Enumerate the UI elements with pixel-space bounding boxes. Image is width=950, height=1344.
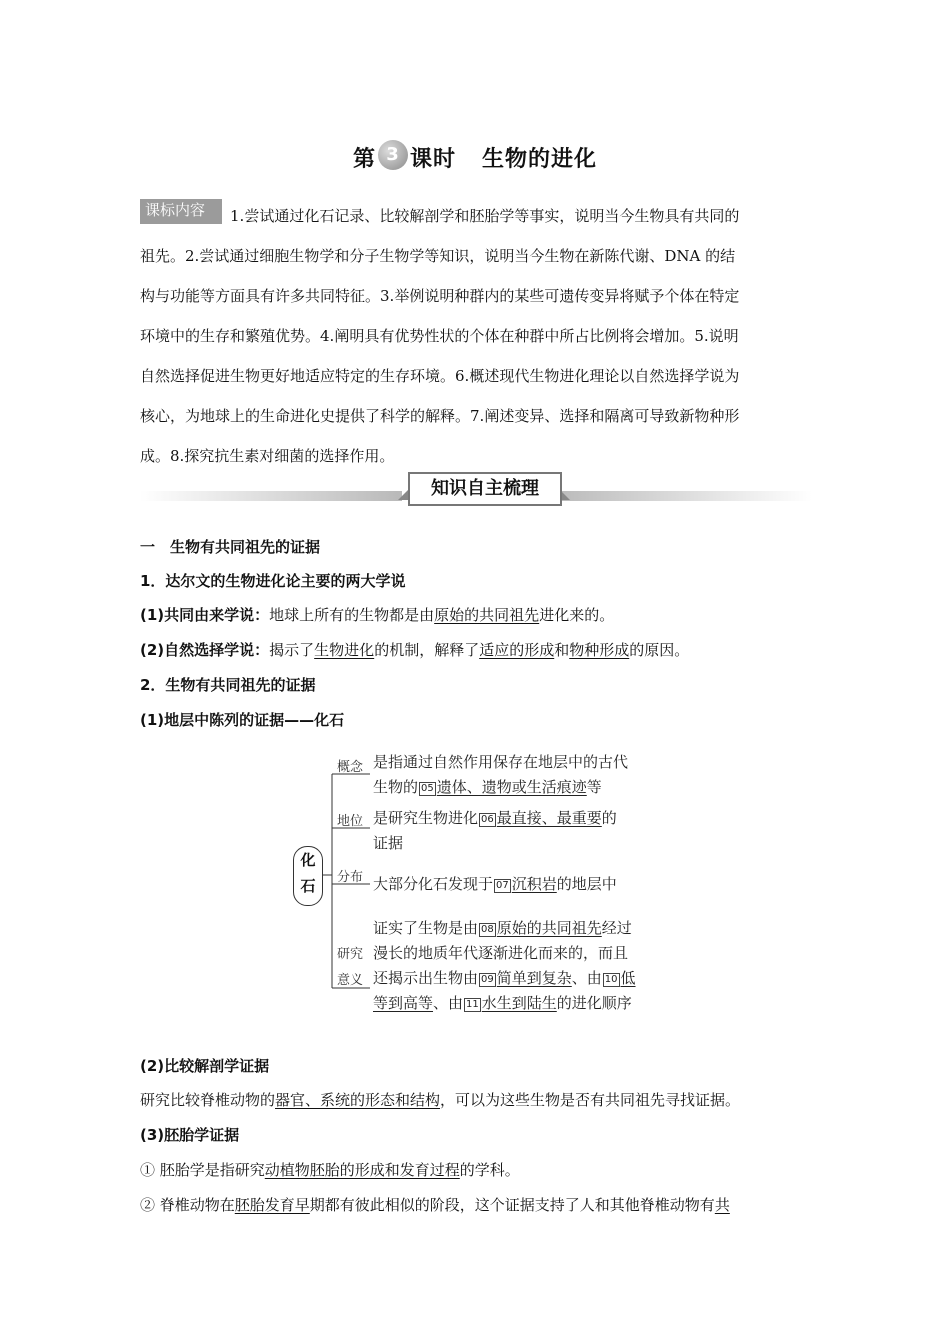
standards-block xyxy=(140,196,812,476)
paragraph-comparative-anatomy: 研究比较脊椎动物的器官、系统的形态和结构，可以为这些生物是否有共同祖先寻找证据。 xyxy=(140,1091,741,1109)
concept-label: 概念 xyxy=(337,760,364,775)
concept-text: 是指通过自然作用保存在地层中的古代 生物的 05 遗体、遗物或生活痕迹等 xyxy=(373,753,629,796)
paragraph-common-descent: (1)共同由来学说：地球上所有的生物都是由原始的共同祖先进化来的。 xyxy=(140,606,615,624)
blank-number: 10 xyxy=(604,974,618,985)
standards-tag: 课标内容 xyxy=(140,199,222,224)
blank-answer: 最直接、最重要 xyxy=(496,809,602,827)
significance-text: 证实了生物是由 08 原始的共同祖先经过 漫长的地质年代逐渐进化而来的，而且 还揭示出生物由 09 简单到复杂、由 10 低 等到高等、由 11 水生到陆生的进化顺序 xyxy=(373,919,636,1012)
blank-answer: 物种形成 xyxy=(569,641,630,659)
lesson-number-badge: 3 xyxy=(378,140,408,170)
blank-number: 09 xyxy=(481,974,494,985)
blank-answer: 原始的共同祖先 xyxy=(434,606,540,624)
blank-number: 06 xyxy=(481,814,494,825)
blank-number: 11 xyxy=(466,999,479,1010)
blank-answer: 等到高等 xyxy=(373,994,434,1012)
standards-line-6: 核心，为地球上的生命进化史提供了科学的解释。7.阐述变异、选择和隔离可导致新物种形 xyxy=(140,407,740,425)
banner-left-triangle xyxy=(398,490,408,500)
banner-left-bar xyxy=(140,491,402,501)
blank-number: 05 xyxy=(421,783,434,794)
fossil-diagram xyxy=(290,740,670,1020)
distribution-text: 大部分化石发现于 07 沉积岩的地层中 xyxy=(373,875,617,893)
blank-answer: 共 xyxy=(714,1196,730,1214)
blank-answer: 原始的共同祖先 xyxy=(496,919,602,937)
item1-heading: 1．达尔文的生物进化论主要的两大学说 xyxy=(140,572,406,590)
standards-line-3: 构与功能等方面具有许多共同特征。3.举例说明种群内的某些可遗传变异将赋予个体在特定 xyxy=(140,287,740,305)
standards-line-7: 成。8.探究抗生素对细菌的选择作用。 xyxy=(140,447,395,465)
blank-answer: 生物进化 xyxy=(314,641,375,659)
standards-line-5: 自然选择促进生物更好地适应特定的生存环境。6.概述现代生物进化理论以自然选择学说为 xyxy=(140,367,740,385)
sub1-heading: (1)地层中陈列的证据——化石 xyxy=(140,711,345,729)
paragraph-natural-selection: (2)自然选择学说：揭示了生物进化的机制，解释了适应的形成和物种形成的原因。 xyxy=(140,641,690,659)
status-text: 是研究生物进化 06 最直接、最重要的 证据 xyxy=(373,809,617,852)
blank-answer: 适应的形成 xyxy=(479,641,555,659)
blank-answer: 简单到复杂 xyxy=(496,969,572,987)
title-prefix: 第 xyxy=(352,147,376,172)
section-heading: 一 生物有共同祖先的证据 xyxy=(140,538,321,556)
blank-number: 07 xyxy=(496,880,509,891)
standards-line-2: 祖先。2.尝试通过细胞生物学和分子生物学等知识，说明当今生物在新陈代谢、DNA 的结 xyxy=(140,247,736,265)
status-label: 地位 xyxy=(337,814,364,829)
blank-answer: 低 xyxy=(620,969,636,987)
paragraph-embryology-evidence: ② 脊椎动物在胚胎发育早期都有彼此相似的阶段，这个证据支持了人和其他脊椎动物有共 xyxy=(140,1196,730,1214)
blank-answer: 遗体、遗物或生活痕迹 xyxy=(436,778,587,796)
blank-answer: 动植物胚胎的形成和发育过程 xyxy=(264,1161,460,1179)
significance-label: 研究 意义 xyxy=(337,947,364,988)
lesson-title xyxy=(0,140,950,173)
standards-line-4: 环境中的生存和繁殖优势。4.阐明具有优势性状的个体在种群中所占比例将会增加。5.说明 xyxy=(140,327,739,345)
banner-label: 知识自主梳理 xyxy=(408,472,562,506)
title-topic: 生物的进化 xyxy=(482,147,598,172)
blank-answer: 水生到陆生 xyxy=(481,994,557,1012)
section-banner xyxy=(140,472,812,512)
item2-heading: 2．生物有共同祖先的证据 xyxy=(140,676,316,694)
sub3-heading: (3)胚胎学证据 xyxy=(140,1126,240,1144)
banner-right-bar xyxy=(550,491,812,501)
fossil-center-node: 化 石 xyxy=(293,846,323,906)
blank-answer: 沉积岩 xyxy=(511,875,557,893)
standards-line-1: 课标内容 1.尝试通过化石记录、比较解剖学和胚胎学等事实，说明当今生物具有共同的 xyxy=(140,196,812,236)
blank-answer: 胚胎发育早 xyxy=(234,1196,310,1214)
blank-number: 08 xyxy=(481,924,494,935)
distribution-label: 分布 xyxy=(337,870,364,885)
paragraph-embryology-definition: ① 胚胎学是指研究动植物胚胎的形成和发育过程的学科。 xyxy=(140,1161,520,1179)
blank-answer: 器官、系统的形态和结构 xyxy=(275,1091,441,1109)
title-suffix: 课时 xyxy=(409,147,456,172)
sub2-heading: (2)比较解剖学证据 xyxy=(140,1057,270,1075)
